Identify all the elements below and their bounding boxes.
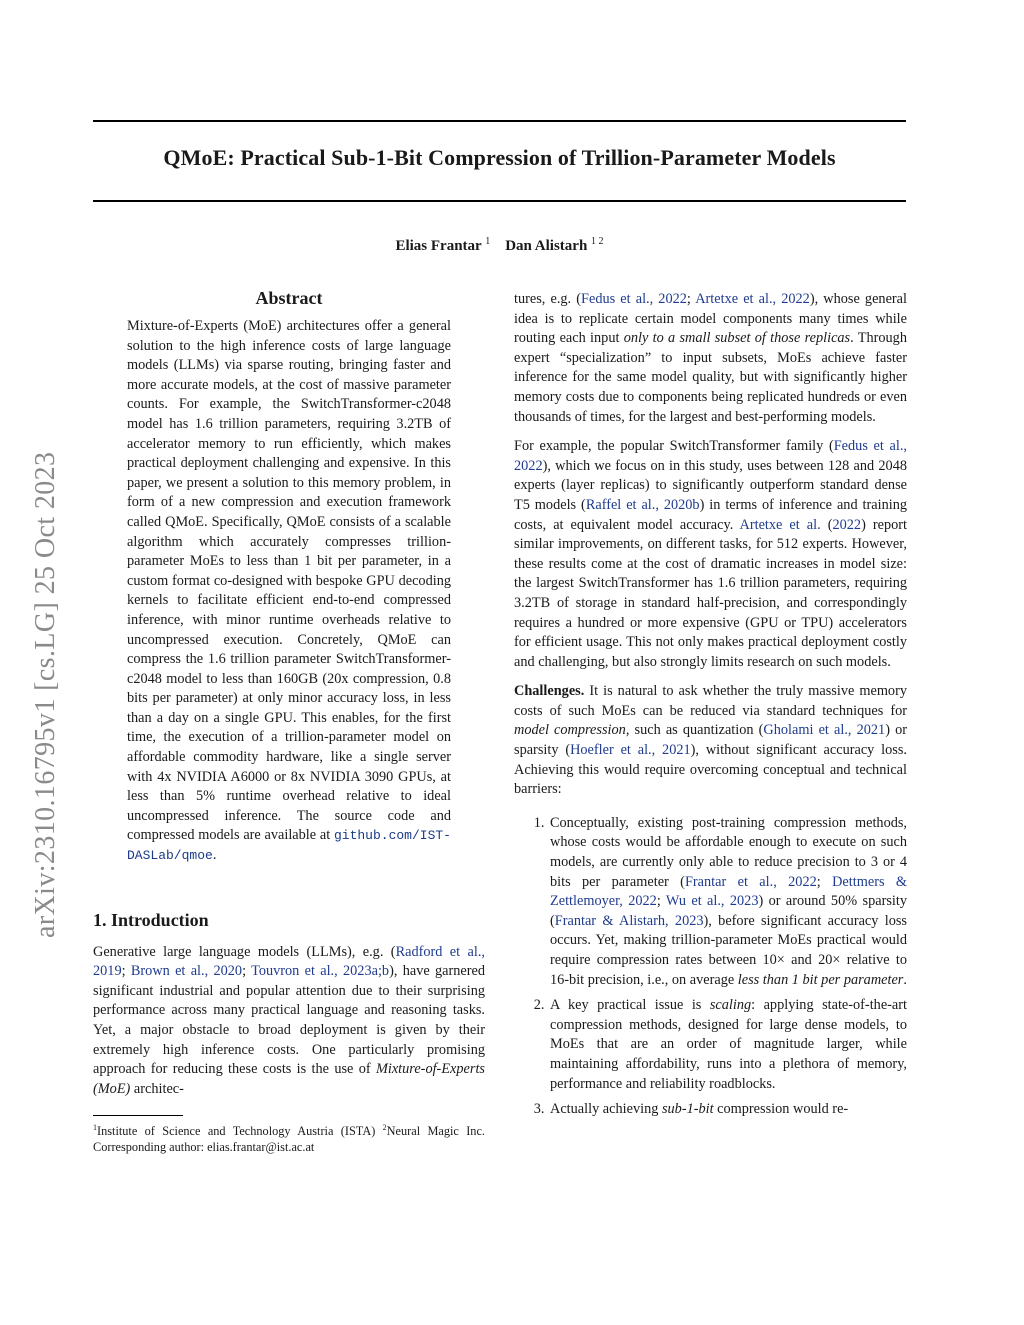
emphasis: model compression xyxy=(514,722,626,739)
abstract-end: . xyxy=(212,847,217,864)
citation-link[interactable]: Artetxe et al., 2022 xyxy=(695,291,810,307)
citation-link[interactable]: 2022 xyxy=(832,516,862,533)
affiliation-footnote xyxy=(93,1120,485,1155)
title-rule-top xyxy=(93,120,906,122)
footnote-text: Institute of Science and Technology Austria (ISTA) xyxy=(97,1124,383,1139)
list-item xyxy=(548,1100,907,1120)
intro-paragraph xyxy=(93,943,485,1100)
challenges-list xyxy=(514,814,907,1120)
emphasis: Mixture-of-Experts (MoE) xyxy=(93,1061,485,1097)
author-name: Elias Frantar xyxy=(395,238,482,254)
emphasis: scaling xyxy=(709,997,752,1014)
author-list xyxy=(93,236,906,255)
text-run: ), have garnered significant industrial and popular attention due to their surprising performance across many practical language and reasoning tasks. Yet, a major obstacle to broad deployment is given by their extremely high inference costs. One particularly promising approach for reducing these costs is the use of xyxy=(93,963,486,1078)
footnote-rule xyxy=(93,1115,183,1116)
text-run: ; xyxy=(816,873,833,890)
citation-link[interactable]: Artetxe et al. xyxy=(739,516,821,533)
citation-link[interactable]: Raffel et al., 2020b xyxy=(585,496,700,513)
author-affiliation: 1 xyxy=(485,236,491,247)
text-run: Generative large language models (LLMs), e.g. ( xyxy=(93,943,396,960)
text-run: ) or around 50% sparsity ( xyxy=(550,893,907,929)
body-paragraph xyxy=(514,437,907,672)
text-run: It is natural to ask whether the truly massive memory costs of such MoEs can be reduced via standard techniques for xyxy=(514,683,907,719)
text-run: ), before significant accuracy loss occurs. Yet, making trillion-parameter MoEs practical would require compression rates between 10× and 20× relative to 16-bit precision, i.e., on average xyxy=(550,912,907,988)
abstract-text: Mixture-of-Experts (MoE) architectures offer a general solution to the high inference costs of large language models (LLMs) via sparse routing, bringing faster and more accurate models, at the cost of massive parameter counts. For example, the SwitchTransformer-c2048 model has 1.6 trillion parameters, requiring 3.2TB of accelerator memory to run efficiently, which makes practical deployment challenging and expensive. In this paper, we present a solution to this memory problem, in form of a new compression and execution framework called QMoE. Specifically, QMoE consists of a scalable algorithm which accurately compresses trillion-parameter MoEs to less than 1 bit per parameter, in a custom format co-designed with bespoke GPU decoding kernels to facilitate efficient end-to-end compressed inference, with minor runtime overheads relative to uncompressed execution. Concretely, QMoE can compress the 1.6 trillion parameter SwitchTransformer-c2048 model to less than 160GB (20x compression, 0.8 bits per parameter) at only minor accuracy loss, in less than a day on a single GPU. This enables, for the first time, the execution of a trillion-parameter model on affordable commodity hardware, like a single server with 4x NVIDIA A6000 or 8x NVIDIA 3090 GPUs, at less than 5% runtime overhead relative to ideal uncompressed inference. The source code and compressed models are available at xyxy=(127,318,451,844)
citation-link[interactable]: Gholami et al., 2021 xyxy=(763,722,886,739)
citation-link[interactable]: Wu et al., 2023 xyxy=(665,893,759,910)
abstract-body xyxy=(127,317,451,866)
text-run: ), without significant accuracy loss. Achieving this would require overcoming conceptual and technical barriers: xyxy=(514,742,907,798)
emphasis: only to a small subset of those replicas xyxy=(623,330,851,347)
text-run: ; xyxy=(686,291,696,307)
text-run: ) in terms of inference and training costs, at equivalent model accuracy. xyxy=(514,496,907,533)
text-run: ; xyxy=(656,893,666,910)
list-item xyxy=(548,996,907,1094)
text-run: For example, the popular SwitchTransformer family ( xyxy=(514,438,834,455)
text-run: ), which we focus on in this study, uses between 128 and 2048 experts (layer replicas) to significantly outperform standard dense T5 models ( xyxy=(514,457,907,513)
text-run: : applying state-of-the-art compression methods, designed for large dense models, to MoEs that are an order of magnitude larger, while maintaining affordability, runs into a plethora of memory, performance and reliability roadblocks. xyxy=(550,997,908,1092)
text-run: ) report similar improvements, on different tasks, for 512 experts. However, these results come at the cost of dramatic increases in model size: the largest SwitchTransformer has 1.6 trillion parameters, requiring 3.2TB of storage in standard half-precision, and correspondingly requires a hundred or more expensive (GPU or TPU) accelerators for efficient usage. This not only makes practical deployment costly and challenging, but also strongly limits research on such models. xyxy=(514,516,907,670)
abstract-heading: Abstract xyxy=(255,288,323,308)
emphasis: sub-1-bit xyxy=(661,1101,714,1118)
paper-title: QMoE: Practical Sub-1-Bit Compression of Trillion-Parameter Models xyxy=(163,145,836,170)
citation-link[interactable]: Radford et al., 2019 xyxy=(93,943,485,980)
citation-link[interactable]: Frantar et al., 2022 xyxy=(684,873,817,890)
text-run: compression would re- xyxy=(713,1101,849,1118)
text-run: Conceptually, existing post-training compression methods, whose costs would be affordable enough to execute on such models, are currently only able to reduce precision to 3 or 4 bits per parameter ( xyxy=(550,814,907,890)
footnote-marker: 2 xyxy=(382,1123,387,1133)
text-run: ), whose general idea is to replicate certain model components many times while routing each input xyxy=(514,291,907,347)
citation-link[interactable]: Dettmers & Zettlemoyer, 2022 xyxy=(550,873,908,910)
citation-link[interactable]: Touvron et al., 2023a;b xyxy=(251,963,390,980)
text-run: A key practical issue is xyxy=(550,997,710,1014)
text-run: ( xyxy=(820,516,833,533)
challenges-paragraph xyxy=(514,682,907,800)
title-rule-bottom xyxy=(93,200,906,202)
text-run: Actually achieving xyxy=(550,1101,662,1118)
emphasis: less than 1 bit per parameter xyxy=(737,971,904,988)
text-run: ; xyxy=(242,963,252,980)
text-run: tures, e.g. ( xyxy=(514,291,582,307)
text-run: , such as quantization ( xyxy=(625,722,764,739)
body-paragraph xyxy=(514,290,907,427)
citation-link[interactable]: Fedus et al., 2022 xyxy=(514,438,908,474)
citation-link[interactable]: Hoefler et al., 2021 xyxy=(570,742,691,759)
text-run: . Through expert “specialization” to input subsets, MoEs achieve faster inference for the same model quality, but with significantly higher memory costs due to components being replicated hundreds or even thousands of times, for the largest and best-performing models. xyxy=(514,330,907,425)
text-run: architec- xyxy=(130,1080,184,1097)
right-column xyxy=(514,290,907,1126)
footnote-text: Neural Magic Inc. Corresponding author: elias.frantar@ist.ac.at xyxy=(93,1124,485,1155)
text-run: . xyxy=(903,971,907,988)
footnote-marker: 1 xyxy=(93,1123,97,1133)
author-affiliation: 1 2 xyxy=(591,236,604,247)
paragraph-heading: Challenges. xyxy=(514,683,585,700)
list-item xyxy=(548,814,907,990)
citation-link[interactable]: Frantar & Alistarh, 2023 xyxy=(554,912,704,929)
section-heading-introduction: 1. Introduction xyxy=(93,909,209,930)
citation-link[interactable]: Fedus et al., 2022 xyxy=(581,291,687,307)
text-run: ) or sparsity ( xyxy=(514,722,907,759)
author-name: Dan Alistarh xyxy=(505,238,588,254)
code-repository-link[interactable]: github.com/IST-DASLab/qmoe xyxy=(127,828,451,864)
citation-link[interactable]: Brown et al., 2020 xyxy=(130,963,243,980)
left-column xyxy=(93,288,485,1155)
text-run: ; xyxy=(121,963,131,980)
arxiv-identifier-sidebar: arXiv:2310.16795v1 [cs.LG] 25 Oct 2023 xyxy=(30,451,61,938)
